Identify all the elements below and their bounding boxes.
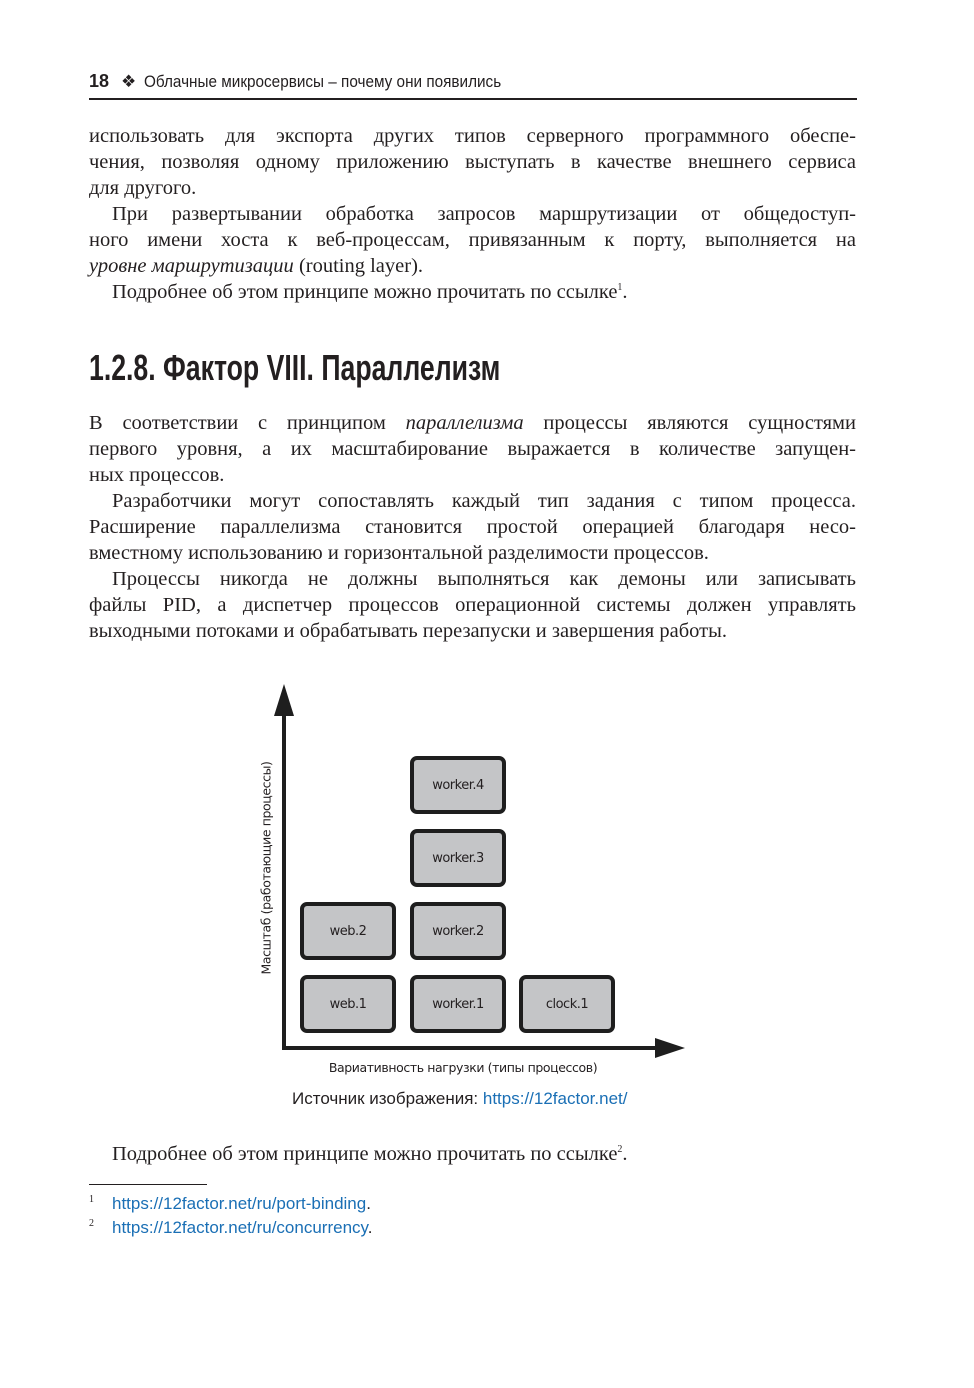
text-line: файлы PID, а диспетчер процессов операционной системы должен управлять <box>89 594 856 616</box>
text-line: вместному использованию и горизонтальной разделимости процессов. <box>89 542 709 564</box>
caption-label: Источник изображения: <box>292 1089 483 1108</box>
text-line: выходными потоками и обрабатывать перезапуски и завершения работы. <box>89 620 727 642</box>
footnote-suffix: . <box>367 1218 373 1237</box>
text-line: первого уровня, а их масштабирование выражается в количестве запущен- <box>89 438 856 460</box>
page-number: 18 <box>89 71 110 91</box>
y-axis-arrow-icon <box>274 684 294 716</box>
y-axis-label: Масштаб (работающие процессы) <box>258 761 274 975</box>
text-line: ного имени хоста к веб-процессам, привязанным к порту, выполняется на <box>89 229 856 251</box>
footnote-marker: 2 <box>89 1218 94 1229</box>
footnote-2 <box>89 1218 373 1238</box>
text-line: Процессы никогда не должны выполняться как демоны или записывать <box>112 568 856 590</box>
footnote-marker: 1 <box>89 1194 94 1205</box>
text-line: ных процессов. <box>89 464 225 486</box>
text-line: Подробнее об этом принципе можно прочитать по ссылке$^1$. <box>112 281 628 303</box>
x-axis-label: Вариативность нагрузки (типы процессов) <box>328 1060 598 1075</box>
process-box-worker4: worker.4 <box>410 756 506 814</box>
x-axis-arrow-icon <box>655 1038 685 1058</box>
text-line: При развертывании обработка запросов маршрутизации от общедоступ- <box>112 203 856 225</box>
figure-caption <box>292 1089 627 1109</box>
footnote-suffix: . <box>366 1194 371 1213</box>
process-box-worker2: worker.2 <box>410 902 506 960</box>
caption-link[interactable]: https://12factor.net/ <box>482 1089 628 1108</box>
text-line: для другого. <box>89 177 197 199</box>
footnote-1 <box>89 1194 371 1214</box>
text-line: Подробнее об этом принципе можно прочитать по ссылке$^2$. <box>112 1143 628 1165</box>
process-box-worker3: worker.3 <box>410 829 506 887</box>
footnote-link[interactable]: https://12factor.net/ru/port-binding <box>112 1194 367 1213</box>
process-box-web2: web.2 <box>300 902 396 960</box>
running-title: Облачные микросервисы – почему они появились <box>144 72 502 91</box>
process-box-clock1: clock.1 <box>519 975 615 1033</box>
text-line: В соответствии с принципом параллелизма процессы являются сущностями <box>89 412 857 434</box>
section-heading: 1.2.8. Фактор VIII. Параллелизм <box>89 347 501 388</box>
footnote-rule <box>89 1184 207 1185</box>
text-line: чения, позволяя одному приложению выступать в качестве внешнего сервиса <box>89 151 856 173</box>
footnote-link[interactable]: https://12factor.net/ru/concurrency <box>112 1218 368 1237</box>
process-box-web1: web.1 <box>300 975 396 1033</box>
text-line: использовать для экспорта других типов серверного программного обеспе- <box>89 125 856 147</box>
text-line: Расширение параллелизма становится простой операцией благодаря несо- <box>89 516 856 538</box>
text-line: Разработчики могут сопоставлять каждый тип задания с типом процесса. <box>112 490 856 512</box>
process-box-worker1: worker.1 <box>410 975 506 1033</box>
text-line: уровне маршрутизации (routing layer). <box>89 255 424 277</box>
ornament-icon: ❖ <box>121 72 137 91</box>
body-text-after <box>89 1141 856 1167</box>
